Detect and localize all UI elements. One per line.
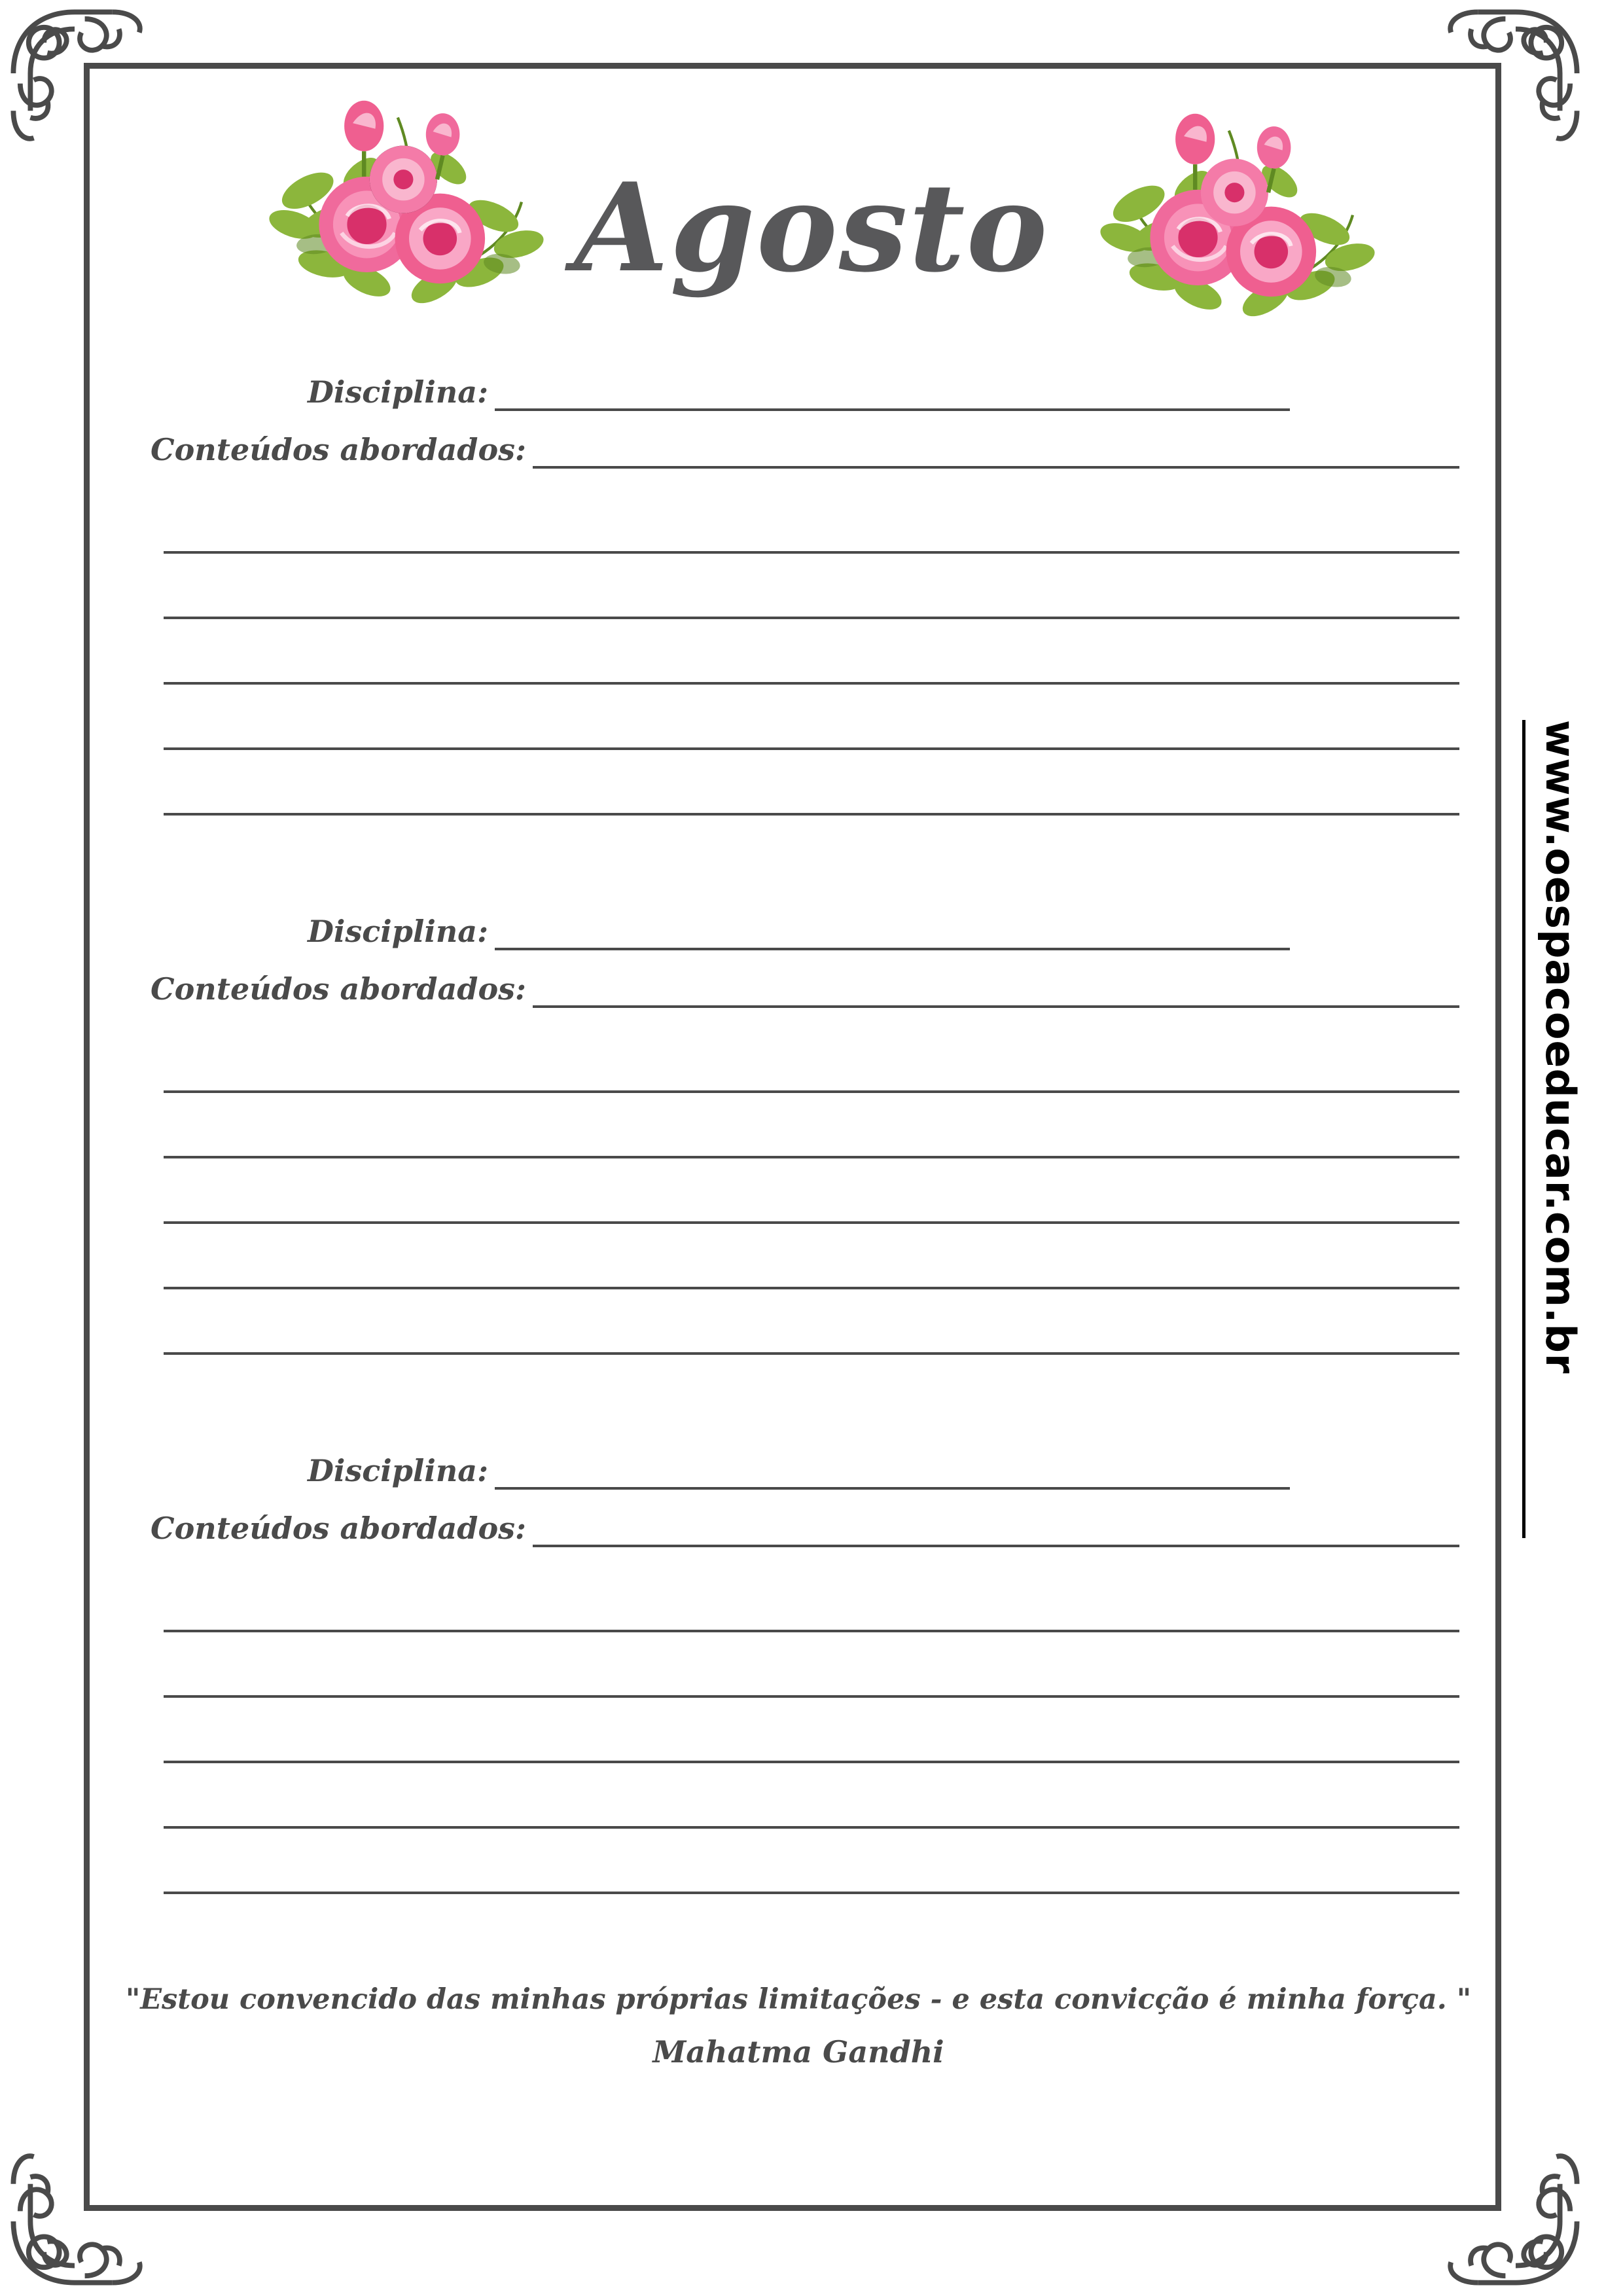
writing-line[interactable] bbox=[164, 1567, 1459, 1632]
spacer bbox=[151, 469, 1459, 488]
writing-line[interactable] bbox=[164, 1224, 1459, 1289]
spacer bbox=[151, 1008, 1459, 1028]
writing-line[interactable] bbox=[164, 1763, 1459, 1829]
contents-input[interactable] bbox=[533, 1511, 1459, 1547]
ornamental-scroll-corner-icon bbox=[1414, 5, 1584, 175]
contents-label: Conteúdos abordados: bbox=[151, 432, 527, 467]
website-watermark bbox=[1513, 720, 1592, 1538]
subject-block bbox=[151, 1432, 1459, 1894]
discipline-label: Disciplina: bbox=[308, 374, 489, 410]
quote-section bbox=[124, 1983, 1472, 2070]
discipline-input[interactable] bbox=[495, 914, 1290, 950]
writing-line[interactable] bbox=[164, 619, 1459, 685]
writing-line[interactable] bbox=[164, 1698, 1459, 1763]
form-area bbox=[151, 353, 1459, 1894]
quote-author: Mahatma Gandhi bbox=[652, 2034, 944, 2070]
writing-line[interactable] bbox=[164, 1093, 1459, 1158]
discipline-field-row[interactable] bbox=[151, 1432, 1459, 1490]
spacer bbox=[151, 816, 1459, 893]
discipline-field-row[interactable] bbox=[151, 353, 1459, 411]
writing-line[interactable] bbox=[164, 685, 1459, 750]
spacer bbox=[151, 1547, 1459, 1567]
discipline-input[interactable] bbox=[495, 374, 1290, 411]
contents-field-row[interactable] bbox=[151, 411, 1459, 469]
discipline-input[interactable] bbox=[495, 1453, 1290, 1490]
contents-input[interactable] bbox=[533, 432, 1459, 469]
discipline-label: Disciplina: bbox=[308, 914, 489, 949]
contents-label: Conteúdos abordados: bbox=[151, 971, 527, 1007]
quote-text: "Estou convencido das minhas próprias limitações - e esta convicção é minha força. " bbox=[125, 1983, 1472, 2016]
writing-line[interactable] bbox=[164, 1028, 1459, 1093]
discipline-label: Disciplina: bbox=[308, 1453, 489, 1488]
writing-line[interactable] bbox=[164, 554, 1459, 619]
contents-field-row[interactable] bbox=[151, 950, 1459, 1008]
spacer bbox=[151, 1355, 1459, 1432]
subject-block bbox=[151, 893, 1459, 1355]
page-title: Agosto bbox=[574, 156, 1049, 299]
vertical-divider bbox=[1522, 720, 1525, 1538]
writing-line[interactable] bbox=[164, 1289, 1459, 1355]
ornamental-scroll-corner-icon bbox=[1414, 2119, 1584, 2289]
writing-line[interactable] bbox=[164, 1158, 1459, 1224]
ornamental-scroll-corner-icon bbox=[7, 5, 177, 175]
writing-line[interactable] bbox=[164, 488, 1459, 554]
contents-field-row[interactable] bbox=[151, 1490, 1459, 1547]
writing-line[interactable] bbox=[164, 750, 1459, 816]
contents-label: Conteúdos abordados: bbox=[151, 1511, 527, 1546]
writing-line[interactable] bbox=[164, 1829, 1459, 1894]
discipline-field-row[interactable] bbox=[151, 893, 1459, 950]
page-header bbox=[236, 79, 1387, 334]
contents-input[interactable] bbox=[533, 971, 1459, 1008]
writing-line[interactable] bbox=[164, 1632, 1459, 1698]
pink-roses-bouquet-icon bbox=[1099, 98, 1381, 340]
website-url: www.oespacoeducar.com.br bbox=[1537, 720, 1584, 1374]
subject-block bbox=[151, 353, 1459, 816]
ornamental-scroll-corner-icon bbox=[7, 2119, 177, 2289]
